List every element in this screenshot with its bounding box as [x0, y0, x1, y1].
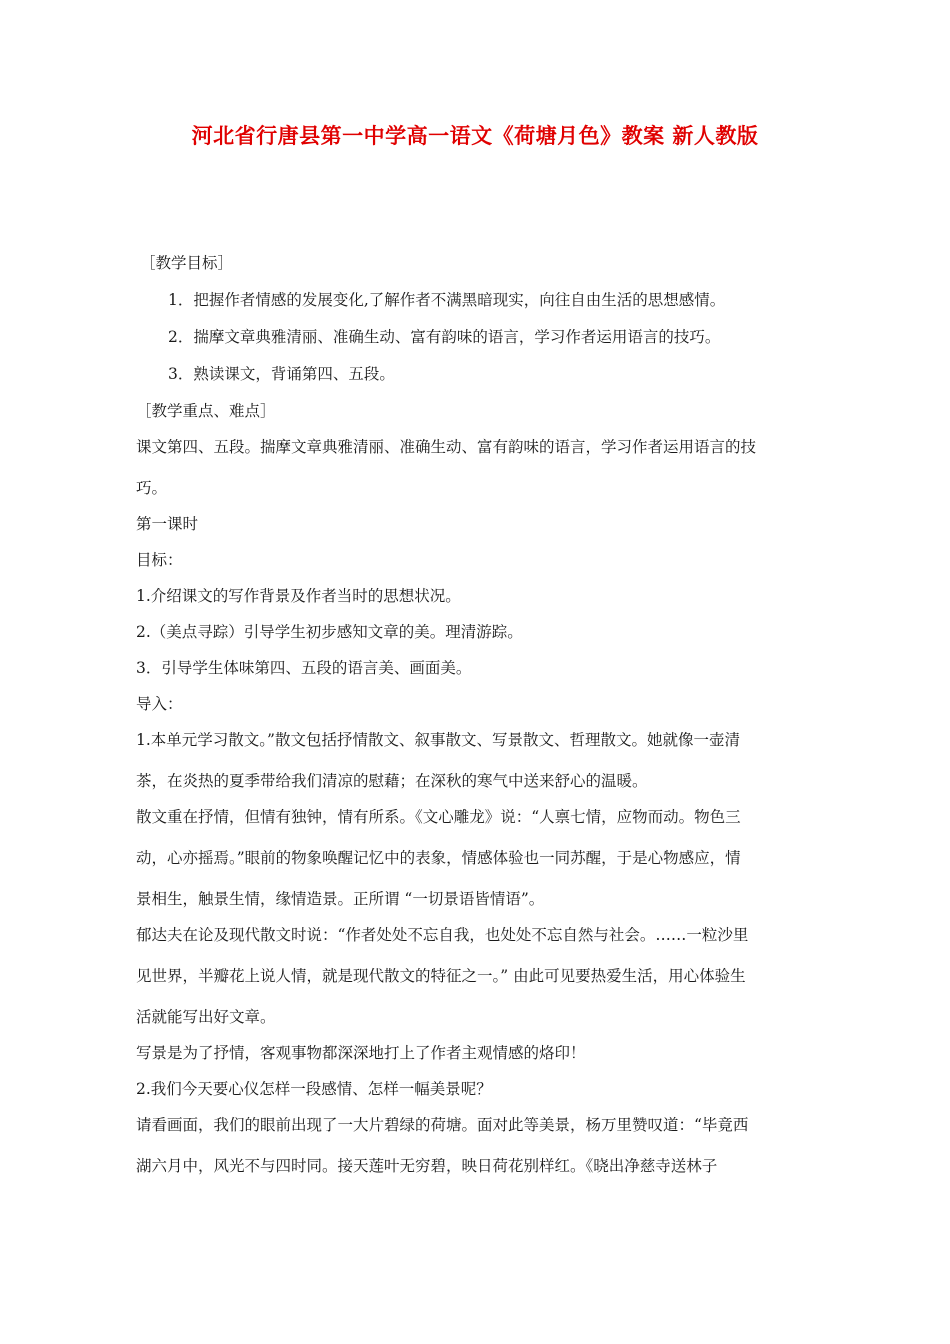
paragraph-line: 散文重在抒情，但情有独钟，情有所系。《文心雕龙》说：“人禀七情，应物而动。物色三: [136, 808, 741, 826]
section-heading-key-points: ［教学重点、难点］: [136, 402, 276, 420]
document-title: 河北省行唐县第一中学高一语文《荷塘月色》教案 新人教版: [191, 124, 759, 148]
paragraph-line: 1.本单元学习散文。”散文包括抒情散文、叙事散文、写景散文、哲理散文。她就像一壶清: [136, 731, 740, 749]
goal-item: 3．引导学生体味第四、五段的语言美、画面美。: [136, 659, 472, 677]
objective-item: 1．把握作者情感的发展变化,了解作者不满黑暗现实，向往自由生活的思想感情。: [168, 291, 726, 309]
paragraph-line: 茶，在炎热的夏季带给我们清凉的慰藉；在深秋的寒气中送来舒心的温暖。: [136, 772, 648, 790]
paragraph-line: 课文第四、五段。揣摩文章典雅清丽、准确生动、富有韵味的语言，学习作者运用语言的技: [136, 438, 757, 456]
paragraph-line: 2.我们今天要心仪怎样一段感情、怎样一幅美景呢？: [136, 1080, 492, 1098]
paragraph-line: 请看画面，我们的眼前出现了一大片碧绿的荷塘。面对此等美景，杨万里赞叹道：“毕竟西: [136, 1116, 749, 1134]
intro-heading: 导入：: [136, 695, 183, 713]
goal-item: 2.（美点寻踪）引导学生初步感知文章的美。理清游踪。: [136, 623, 523, 641]
objective-item: 3．熟读课文，背诵第四、五段。: [168, 365, 395, 383]
objective-item: 2．揣摩文章典雅清丽、准确生动、富有韵味的语言，学习作者运用语言的技巧。: [168, 328, 721, 346]
paragraph-line: 巧。: [136, 479, 168, 497]
lesson-heading: 第一课时: [136, 515, 199, 533]
document-body: [136, 252, 816, 1177]
paragraph-line: 活就能写出好文章。: [136, 1008, 276, 1026]
goals-heading: 目标：: [136, 551, 183, 569]
paragraph-line: 郁达夫在论及现代散文时说：“作者处处不忘自我，也处处不忘自然与社会。……一粒沙里: [136, 926, 749, 944]
paragraph-line: 湖六月中，风光不与四时同。接天莲叶无穷碧，映日荷花别样红。《晓出净慈寺送林子: [136, 1157, 718, 1175]
paragraph-line: 动，心亦摇焉。”眼前的物象唤醒记忆中的表象，情感体验也一同苏醒，于是心物感应，情: [136, 849, 741, 867]
goal-item: 1.介绍课文的写作背景及作者当时的思想状况。: [136, 587, 461, 605]
section-heading-objectives: ［教学目标］: [140, 254, 234, 272]
paragraph-line: 景相生，触景生情，缘情造景。正所谓 “一切景语皆情语”。: [136, 890, 545, 908]
paragraph-line: 写景是为了抒情，客观事物都深深地打上了作者主观情感的烙印！: [136, 1044, 586, 1062]
paragraph-line: 见世界，半瓣花上说人情，就是现代散文的特征之一。” 由此可见要热爱生活，用心体验生: [136, 967, 746, 985]
